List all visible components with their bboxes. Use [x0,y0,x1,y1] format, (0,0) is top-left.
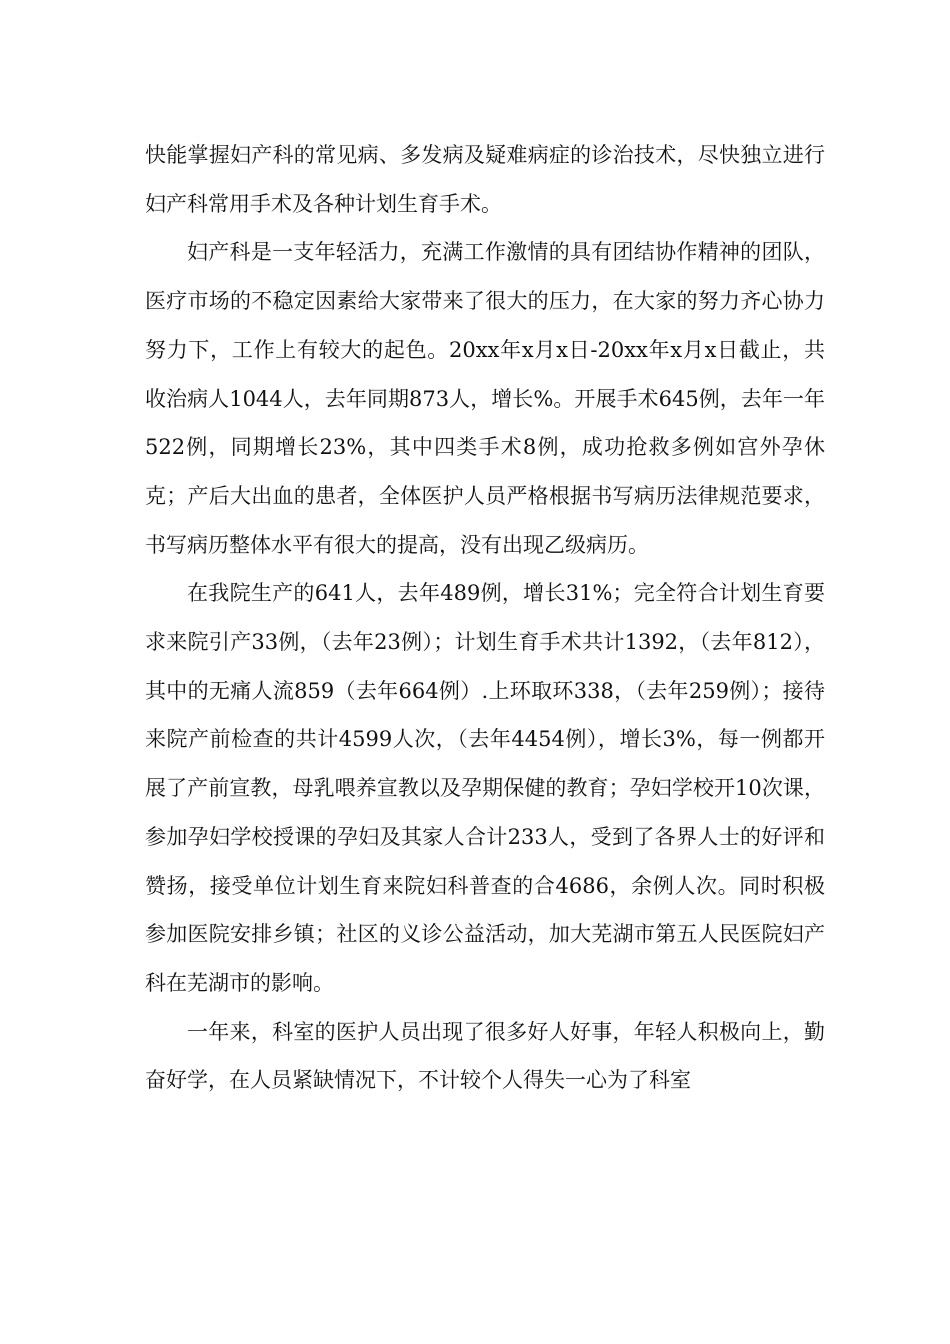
paragraph-3: 在我院生产的641人，去年489例，增长31%；完全符合计划生育要求来院引产33例，（去年23例）；计划生育手术共计1392，（去年812），其中的无痛人流859（去年664例）.上环取环338，（去年259例）；接待来院产前检查的共计4599人次，（去年4454例），增长3%，每一例都开展了产前宣教，母乳喂养宣教以及孕期保健的教育；孕妇学校开10次课，参加孕妇学校授课的孕妇及其家人合计233人，受到了各界人士的好评和赞扬，接受单位计划生育来院妇科普查的合4686，余例人次。同时积极参加医院安排乡镇；社区的义诊公益活动，加大芜湖市第五人民医院妇产科在芜湖市的影响。 [145,581,825,995]
paragraph-4: 一年来，科室的医护人员出现了很多好人好事，年轻人积极向上，勤奋好学，在人员紧缺情况下，不计较个人得失一心为了科室 [145,1019,825,1093]
document-page [145,131,825,1105]
paragraph-2: 妇产科是一支年轻活力，充满工作激情的具有团结协作精神的团队，医疗市场的不稳定因素给大家带来了很大的压力，在大家的努力齐心协力努力下，工作上有较大的起色。20xx年x月x日-20xx年x月x日截止，共收治病人1044人，去年同期873人，增长%。开展手术645例，去年一年522例，同期增长23%，其中四类手术8例，成功抢救多例如宫外孕休克；产后大出血的患者，全体医护人员严格根据书写病历法律规范要求，书写病历整体水平有很大的提高，没有出现乙级病历。 [145,240,825,557]
paragraph-1: 快能掌握妇产科的常见病、多发病及疑难病症的诊治技术，尽快独立进行妇产科常用手术及各种计划生育手术。 [145,143,825,216]
